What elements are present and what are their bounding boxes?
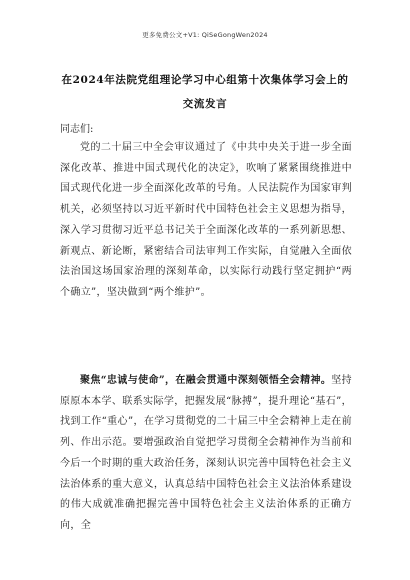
paragraph-section-1	[60, 371, 352, 537]
header-note: 更多免费公文+V1: QiSeGongWen2024	[142, 31, 268, 39]
paragraph-intro: 党的二十届三中全会审议通过了《中共中央关于进一步全面深化改革、推进中国式现代化的决定》，吹响了紧紧围绕推进中国式现代化进一步全面深化改革的号角。人民法院作为国家审判机关，必须坚持以习近平新时代中国特色社会主义思想为指导，深入学习贯彻习近平总书记关于全面深化改革的一系列新思想、新观点、新论断，紧密结合司法审判工作实际，自觉融入全面依法治国这场国家治理的深刻革命，以实际行动践行坚定拥护“两个确立”，坚决做到“两个维护”。	[60, 142, 352, 298]
document-title-line-2: 交流发言	[182, 98, 228, 110]
section-heading: 聚焦“忠诚与使命”，在融会贯通中深刻领悟全会精神。	[80, 375, 332, 386]
document-title-line-1: 在2024年法院党组理论学习中心组第十次集体学习会上的	[61, 74, 349, 86]
section-body: 坚持原原本本学、联系实际学，把握发展“脉搏”，提升理论“基石”，找到工作“重心”，在学习贯彻党的二十届三中全会精神上走在前列、作出示范。要增强政治自觉把学习贯彻全会精神作为当前和今后一个时期的重大政治任务，深刻认识完善中国特色社会主义法治体系的重大意义，认真总结中国特色社会主义法治体系建设的伟大成就准确把握完善中国特色社会主义法治体系的正确方向，全	[60, 375, 352, 531]
salutation: 同志们:	[60, 124, 94, 135]
